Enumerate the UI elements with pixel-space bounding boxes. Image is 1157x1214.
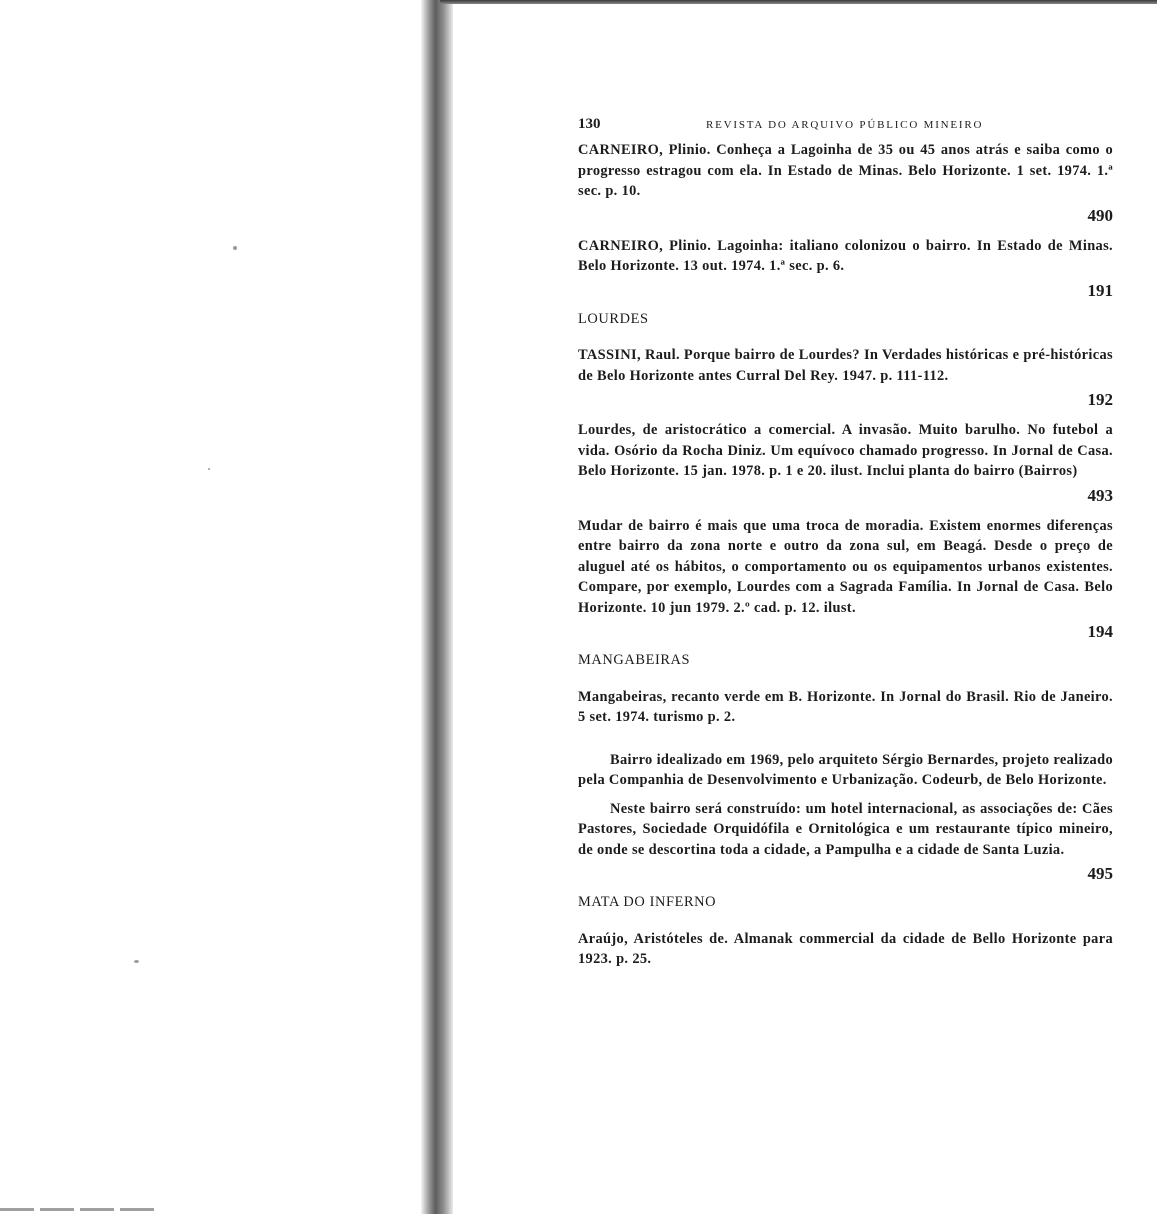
running-header bbox=[578, 110, 1113, 140]
entry-number: 490 bbox=[1087, 205, 1113, 225]
section-heading-mata-do-inferno: MATA DO INFERNO bbox=[578, 894, 717, 910]
entry-annotation: Neste bairro será construído: um hotel internacional, as associações de: Cães Pastores, Sociedade Orquidófila e Ornitológica e um restaurante típico mineiro, de onde se descortina toda a cidade, a Pampulha e a cidade de Santa Luzia. bbox=[578, 800, 1113, 858]
bibliography-entry bbox=[578, 516, 1113, 645]
entry-number: 194 bbox=[1087, 622, 1113, 641]
entry-text: CARNEIRO, Plinio. Conheça a Lagoinha de 35 ou 45 anos atrás e saiba como o progresso estragou com ela. In Estado de Minas. Belo Horizonte. 1 set. 1974. 1.ª sec. p. 10. bbox=[578, 142, 1113, 199]
section-heading-lourdes: LOURDES bbox=[578, 310, 649, 327]
entry-number: 192 bbox=[1087, 390, 1113, 409]
scan-edge-marks bbox=[0, 1208, 160, 1211]
scan-speck bbox=[233, 246, 237, 250]
scan-speck bbox=[208, 468, 210, 470]
page-top-edge bbox=[440, 0, 1157, 4]
entry-text: Araújo, Aristóteles de. Almanak commercial da cidade de Bello Horizonte para 1923. p. 25. bbox=[578, 930, 1113, 967]
bibliography-entry bbox=[578, 420, 1113, 508]
entry-text: Mudar de bairro é mais que uma troca de moradia. Existem enormes diferenças entre bairro da zona norte e outro da zona sul, em Beagá. Desde o preço de aluguel até os hábitos, o comportamento ou os equipamentos urbanos existentes. Compare, por exemplo, Lourdes com a Sagrada Família. In Jornal de Casa. Belo Horizonte. 10 jun 1979. 2.º cad. p. 12. ilust. bbox=[578, 517, 1113, 616]
entry-text: Mangabeiras, recanto verde em B. Horizonte. In Jornal do Brasil. Rio de Janeiro. 5 set. 1974. turismo p. 2. bbox=[578, 688, 1113, 725]
section-heading-mangabeiras: MANGABEIRAS bbox=[578, 652, 691, 668]
entry-number: 495 bbox=[1087, 864, 1113, 883]
bibliography-entry bbox=[578, 345, 1113, 412]
document-page bbox=[578, 110, 1113, 970]
bibliography-entry bbox=[578, 236, 1113, 303]
scan-speck bbox=[134, 960, 139, 963]
entry-annotation: Bairro idealizado em 1969, pelo arquiteto Sérgio Bernardes, projeto realizado pela Companhia de Desenvolvimento e Urbanização. Codeurb, de Belo Horizonte. bbox=[578, 751, 1113, 788]
bibliography-entry bbox=[578, 140, 1113, 228]
page-number: 130 bbox=[578, 116, 601, 132]
entry-number: 493 bbox=[1087, 485, 1113, 505]
journal-title: REVISTA DO ARQUIVO PÚBLICO MINEIRO bbox=[706, 119, 984, 131]
entry-text: TASSINI, Raul. Porque bairro de Lourdes? In Verdades históricas e pré-históricas de Belo Horizonte antes Curral Del Rey. 1947. p. 111-112. bbox=[578, 347, 1113, 384]
paragraph-gap bbox=[578, 728, 1113, 742]
left-blank-page bbox=[0, 0, 420, 1214]
entry-text: Lourdes, de aristocrático a comercial. A invasão. Muito barulho. No futebol a vida. Osório da Rocha Diniz. Um equívoco chamado progresso. In Jornal de Casa. Belo Horizonte. 15 jan. 1978. p. 1 e 20. ilust. Inclui planta do bairro (Bairros) bbox=[578, 422, 1113, 479]
book-gutter bbox=[421, 0, 453, 1214]
bibliography-entry bbox=[578, 929, 1113, 970]
entry-text: CARNEIRO, Plinio. Lagoinha: italiano colonizou o bairro. In Estado de Minas. Belo Horizonte. 13 out. 1974. 1.ª sec. p. 6. bbox=[578, 237, 1113, 274]
entry-number: 191 bbox=[1087, 280, 1113, 300]
bibliography-entry bbox=[578, 687, 1113, 887]
